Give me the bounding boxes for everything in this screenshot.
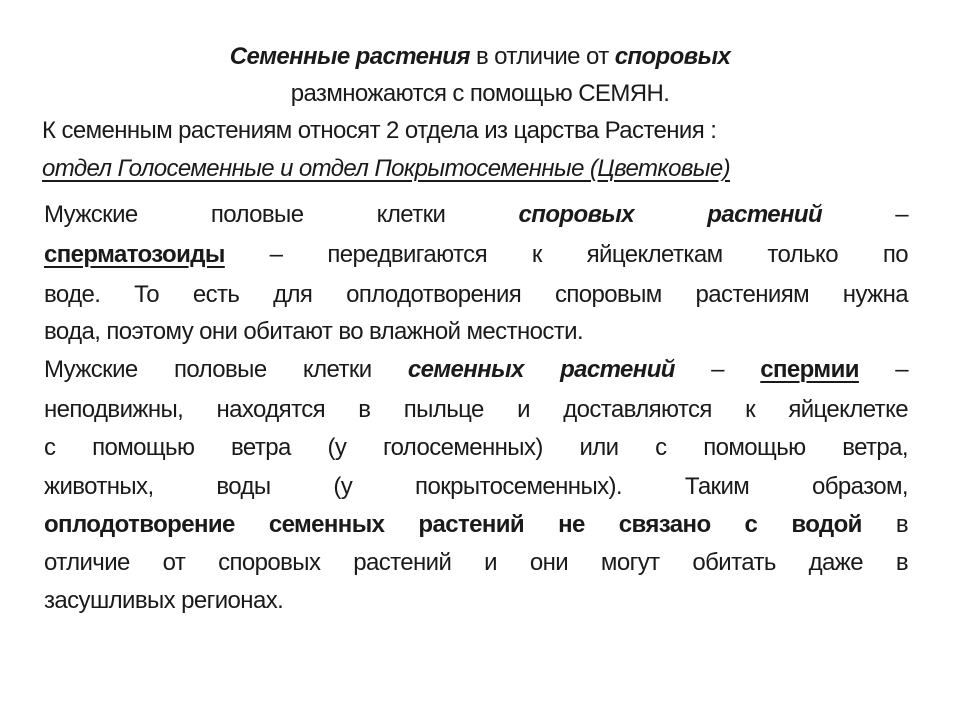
p2-line-6: отличие от споровых растений и они могут обитать даже в [44,549,908,576]
p1-line-3: воде. То есть для оплодотворения споровым растениям нужна [44,281,908,308]
p1-line-1 [44,200,908,230]
term-spore-plants-emph: споровых растений [518,201,823,228]
p1-line-4: вода, поэтому они обитают во влажной местности. [44,318,584,345]
term-spore-plants: споровых [614,43,731,70]
p2-line-4: животных, воды (у покрытосеменных). Таким образом, [44,473,908,500]
p2-line-2: неподвижны, находятся в пыльце и доставляются к яйцеклетке [44,396,908,423]
header-line-2: размножаются с помощью СЕМЯН. [290,80,670,107]
dash: – [822,201,908,228]
p2-line-5 [44,510,908,540]
header-line-3: К семенным растениям относят 2 отдела из царства Растения : [42,117,717,144]
term-spermatozoids: сперматозоиды [44,241,225,268]
p1-text: – передвигаются к яйцеклеткам только по [224,241,908,268]
dash: – [674,356,761,383]
p2-line-3: с помощью ветра (у голосеменных) или с помощью ветра, [44,434,908,461]
key-conclusion: оплодотворение семенных растений не связано с водой [44,511,862,538]
divisions-line: отдел Голосеменные и отдел Покрытосеменные (Цветковые) [42,155,731,182]
p2-text: в [861,511,908,538]
term-spermia: спермии [760,356,859,383]
p2-line-7: засушливых регионах. [44,587,284,614]
p1-text: Мужские половые клетки [44,201,519,228]
p1-line-2 [44,240,908,270]
header-line-1-middle: в отличие от [469,43,615,70]
p2-line-1 [44,355,908,385]
term-seed-plants: Семенные растения [229,43,470,70]
term-seed-plants-emph: семенных растений [407,356,675,383]
dash: – [858,356,908,383]
header-line-1 [0,42,960,72]
p2-text: Мужские половые клетки [44,356,408,383]
